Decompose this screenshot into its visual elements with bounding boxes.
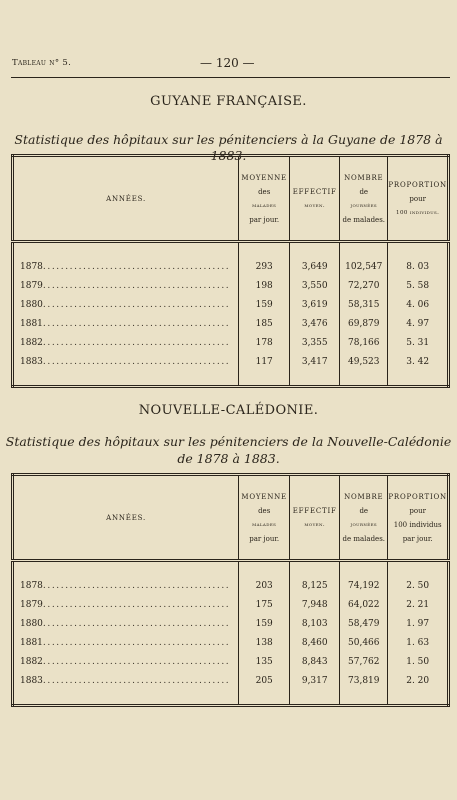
- moyenne-cell: [239, 257, 290, 276]
- effectif-cell-value: 3,649: [301, 261, 328, 272]
- nombre-cell-value: 64,022: [348, 599, 380, 610]
- effectif-cell-value: 3,476: [301, 318, 328, 329]
- header-rule: [11, 77, 450, 78]
- proportion-cell: [388, 276, 449, 295]
- nombre-cell: [340, 595, 388, 614]
- table-row: [13, 314, 449, 333]
- moyenne-cell-value: 293: [255, 261, 273, 272]
- section-title-caledonie: NOUVELLE-CALÉDONIE.: [138, 403, 319, 418]
- nombre-cell-value: 58,479: [348, 618, 380, 629]
- nombre-cell: [340, 633, 388, 652]
- effectif-cell-value: 3,355: [301, 337, 328, 348]
- effectif-cell: [290, 633, 340, 652]
- nombre-cell: [340, 671, 388, 690]
- col-header-years: ANNÉES.: [13, 156, 239, 242]
- page-header: [0, 56, 457, 72]
- moyenne-cell-value: 138: [255, 637, 273, 648]
- year-cell: [13, 352, 239, 371]
- table-label: Tableau n° 5.: [12, 58, 72, 68]
- col-header-nombre: NOMBRE de journées de malades.: [340, 156, 388, 242]
- nombre-cell: [340, 576, 388, 595]
- moyenne-cell: [239, 333, 290, 352]
- nombre-cell: [340, 614, 388, 633]
- year-cell: [13, 276, 239, 295]
- effectif-cell-value: 8,103: [301, 618, 328, 629]
- effectif-cell: [290, 595, 340, 614]
- nombre-cell-value: 49,523: [348, 356, 380, 367]
- table-row: [13, 352, 449, 371]
- proportion-cell-value: 8. 03: [406, 261, 430, 272]
- moyenne-cell-value: 117: [255, 356, 273, 367]
- moyenne-cell: [239, 671, 290, 690]
- nombre-cell: [340, 276, 388, 295]
- proportion-cell: [388, 314, 449, 333]
- moyenne-cell: [239, 295, 290, 314]
- nombre-cell-value: 74,192: [348, 580, 380, 591]
- nombre-cell-value: 57,762: [348, 656, 380, 667]
- proportion-cell-value: 2. 20: [406, 675, 430, 686]
- col-header-proportion: PROPORTION pour 100 individus.: [388, 156, 449, 242]
- moyenne-cell-value: 159: [255, 299, 273, 310]
- nombre-cell: [340, 314, 388, 333]
- proportion-cell-value: 5. 58: [406, 280, 430, 291]
- effectif-cell-value: 8,460: [301, 637, 328, 648]
- moyenne-cell-value: 185: [255, 318, 273, 329]
- dot-leader: ..........................................: [42, 318, 231, 329]
- proportion-cell: [388, 333, 449, 352]
- effectif-cell-value: 8,125: [301, 580, 328, 591]
- table-row: [13, 333, 449, 352]
- proportion-cell: [388, 295, 449, 314]
- year-cell: [13, 314, 239, 333]
- moyenne-cell-value: 205: [255, 675, 273, 686]
- table-row: [13, 614, 449, 633]
- year-cell: [13, 333, 239, 352]
- moyenne-cell: [239, 614, 290, 633]
- year-cell: [13, 295, 239, 314]
- effectif-cell-value: 7,948: [301, 599, 328, 610]
- moyenne-cell: [239, 314, 290, 333]
- dot-leader: ..........................................: [42, 261, 231, 272]
- effectif-cell: [290, 352, 340, 371]
- dot-leader: ..........................................: [42, 618, 231, 629]
- year-cell: [13, 671, 239, 690]
- year-cell-value: 1882: [20, 337, 43, 348]
- proportion-cell-value: 4. 97: [406, 318, 430, 329]
- dot-leader: ..........................................: [42, 337, 231, 348]
- col-header-moyenne: MOYENNE des malades par jour.: [239, 156, 290, 242]
- nombre-cell-value: 72,270: [348, 280, 380, 291]
- table-header-row: [13, 475, 449, 561]
- table-row: [13, 295, 449, 314]
- moyenne-cell-value: 175: [255, 599, 273, 610]
- proportion-cell: [388, 576, 449, 595]
- guyane-table: [11, 154, 450, 388]
- proportion-cell-value: 2. 21: [406, 599, 430, 610]
- proportion-cell: [388, 352, 449, 371]
- dot-leader: ..........................................: [42, 299, 231, 310]
- dot-leader: ..........................................: [42, 599, 231, 610]
- proportion-cell-value: 1. 63: [406, 637, 430, 648]
- nombre-cell: [340, 652, 388, 671]
- proportion-cell-value: 1. 50: [406, 656, 430, 667]
- nombre-cell-value: 73,819: [348, 675, 380, 686]
- section-title-guyane: GUYANE FRANÇAISE.: [150, 94, 307, 109]
- table-row: [13, 276, 449, 295]
- dot-leader: ..........................................: [42, 280, 231, 291]
- nombre-cell-value: 58,315: [348, 299, 380, 310]
- table-row: [13, 652, 449, 671]
- proportion-cell: [388, 257, 449, 276]
- dot-leader: ..........................................: [42, 656, 231, 667]
- caledonie-table: [11, 473, 450, 707]
- col-header-proportion: PROPORTION pour 100 individus par jour.: [388, 475, 449, 561]
- year-cell: [13, 576, 239, 595]
- col-header-nombre: NOMBRE de journées de malades.: [340, 475, 388, 561]
- dot-leader: ..........................................: [42, 637, 231, 648]
- year-cell: [13, 652, 239, 671]
- moyenne-cell: [239, 576, 290, 595]
- proportion-cell-value: 2. 50: [406, 580, 430, 591]
- nombre-cell-value: 69,879: [348, 318, 380, 329]
- year-cell-value: 1880: [20, 618, 43, 629]
- effectif-cell-value: 8,843: [301, 656, 328, 667]
- dot-leader: ..........................................: [42, 580, 231, 591]
- effectif-cell: [290, 652, 340, 671]
- nombre-cell-value: 102,547: [345, 261, 383, 272]
- year-cell: [13, 257, 239, 276]
- nombre-cell: [340, 257, 388, 276]
- effectif-cell: [290, 314, 340, 333]
- proportion-cell-value: 4. 06: [406, 299, 430, 310]
- year-cell-value: 1878: [20, 580, 43, 591]
- table-row: [13, 576, 449, 595]
- table-row: [13, 257, 449, 276]
- dot-leader: ..........................................: [42, 356, 231, 367]
- effectif-cell: [290, 276, 340, 295]
- table-header-row: [13, 156, 449, 242]
- col-header-moyenne: MOYENNE des malades par jour.: [239, 475, 290, 561]
- proportion-cell: [388, 595, 449, 614]
- moyenne-cell: [239, 352, 290, 371]
- nombre-cell: [340, 352, 388, 371]
- effectif-cell-value: 9,317: [301, 675, 328, 686]
- effectif-cell-value: 3,619: [301, 299, 328, 310]
- effectif-cell: [290, 614, 340, 633]
- table-row: [13, 671, 449, 690]
- effectif-cell-value: 3,417: [301, 356, 328, 367]
- moyenne-cell-value: 159: [255, 618, 273, 629]
- proportion-cell: [388, 671, 449, 690]
- proportion-cell: [388, 652, 449, 671]
- effectif-cell: [290, 671, 340, 690]
- moyenne-cell-value: 203: [255, 580, 273, 591]
- year-cell: [13, 595, 239, 614]
- col-header-effectif: EFFECTIF moyen.: [290, 156, 340, 242]
- year-cell-value: 1882: [20, 656, 43, 667]
- proportion-cell: [388, 614, 449, 633]
- proportion-cell-value: 1. 97: [406, 618, 430, 629]
- moyenne-cell-value: 198: [255, 280, 273, 291]
- proportion-cell-value: 5. 31: [406, 337, 430, 348]
- year-cell-value: 1883: [20, 675, 43, 686]
- table-row: [13, 595, 449, 614]
- proportion-cell-value: 3. 42: [406, 356, 430, 367]
- moyenne-cell: [239, 595, 290, 614]
- year-cell-value: 1880: [20, 299, 43, 310]
- year-cell-value: 1879: [20, 599, 43, 610]
- nombre-cell: [340, 333, 388, 352]
- proportion-cell: [388, 633, 449, 652]
- moyenne-cell-value: 178: [255, 337, 273, 348]
- year-cell-value: 1878: [20, 261, 43, 272]
- moyenne-cell-value: 135: [255, 656, 273, 667]
- table-row: [13, 633, 449, 652]
- year-cell: [13, 614, 239, 633]
- dot-leader: ..........................................: [42, 675, 231, 686]
- col-header-years: ANNÉES.: [13, 475, 239, 561]
- year-cell-value: 1881: [20, 637, 43, 648]
- col-header-effectif: EFFECTIF moyen.: [290, 475, 340, 561]
- effectif-cell: [290, 257, 340, 276]
- year-cell-value: 1881: [20, 318, 43, 329]
- nombre-cell-value: 50,466: [348, 637, 380, 648]
- effectif-cell: [290, 333, 340, 352]
- year-cell-value: 1879: [20, 280, 43, 291]
- section-subtitle-guyane: Statistique des hôpitaux sur les pénitenciers à la Guyane de 1878 à 1883.: [14, 132, 443, 163]
- nombre-cell: [340, 295, 388, 314]
- effectif-cell: [290, 576, 340, 595]
- moyenne-cell: [239, 652, 290, 671]
- page-number: — 120 —: [200, 56, 255, 70]
- year-cell: [13, 633, 239, 652]
- nombre-cell-value: 78,166: [348, 337, 380, 348]
- section-subtitle-caledonie-line2: de 1878 à 1883.: [177, 451, 280, 466]
- moyenne-cell: [239, 276, 290, 295]
- effectif-cell-value: 3,550: [301, 280, 328, 291]
- section-subtitle-caledonie-line1: Statistique des hôpitaux sur les pénitenciers de la Nouvelle-Calédonie: [5, 434, 452, 449]
- effectif-cell: [290, 295, 340, 314]
- year-cell-value: 1883: [20, 356, 43, 367]
- moyenne-cell: [239, 633, 290, 652]
